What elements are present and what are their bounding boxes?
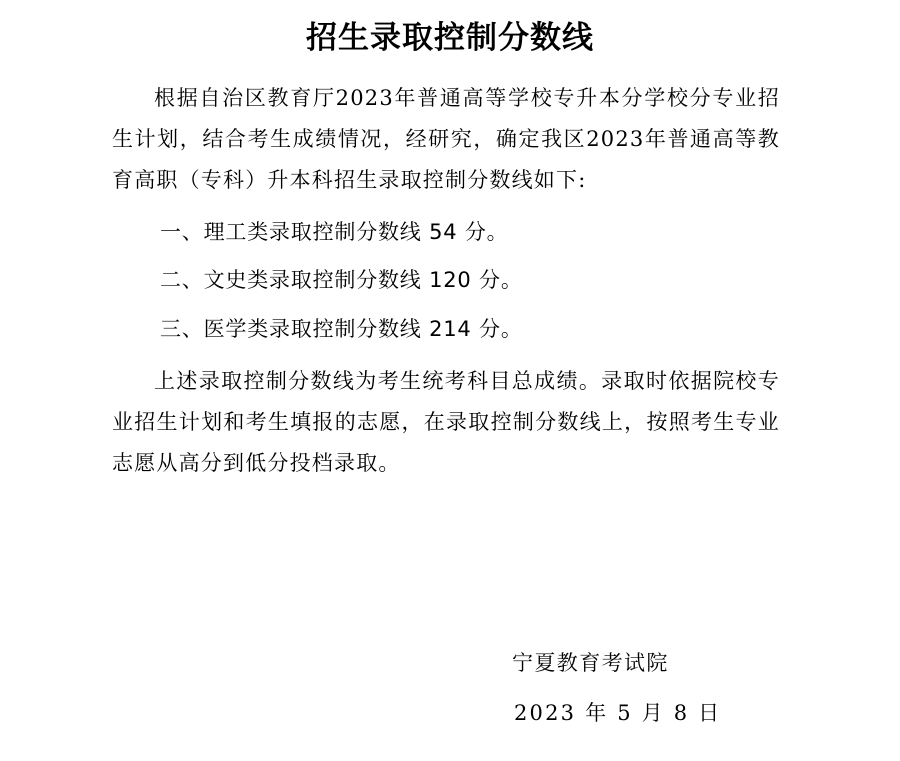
intro-paragraph: 根据自治区教育厅2023年普通高等学校专升本分学校分专业招生计划，结合考生成绩情况，经研究，确定我区2023年普通高等教育高职（专科）升本科招生录取控制分数线如下: bbox=[112, 86, 780, 192]
issue-date: 2023 年 5 月 8 日 bbox=[514, 701, 722, 725]
score-line-liberal-arts: 二、文史类录取控制分数线 120 分。 bbox=[160, 268, 523, 292]
note-paragraph: 上述录取控制分数线为考生统考科目总成绩。录取时依据院校专业招生计划和考生填报的志愿，在录取控制分数线上，按照考生专业志愿从高分到低分投档录取。 bbox=[112, 369, 780, 475]
issuer-signature: 宁夏教育考试院 bbox=[512, 651, 669, 675]
score-line-science: 一、理工类录取控制分数线 54 分。 bbox=[160, 220, 509, 244]
document-title: 招生录取控制分数线 bbox=[306, 20, 594, 56]
score-line-medical: 三、医学类录取控制分数线 214 分。 bbox=[160, 317, 523, 341]
